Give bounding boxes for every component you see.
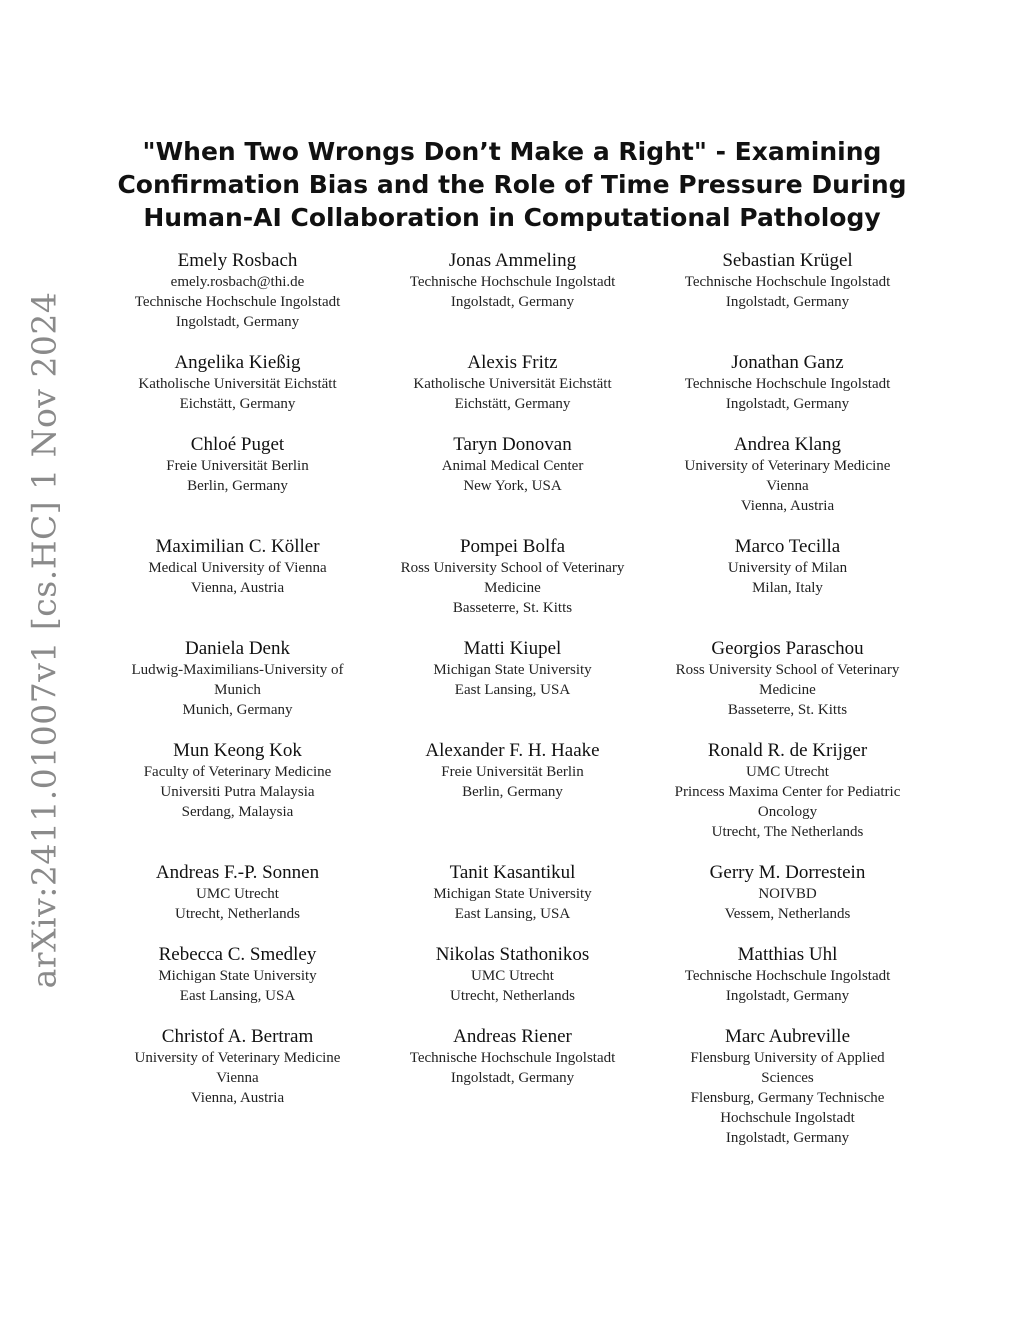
- author-affiliation: [375, 272, 650, 312]
- affiliation-line: Oncology: [757, 804, 818, 820]
- author-name: Matthias Uhl: [737, 944, 838, 965]
- author-affiliation: [650, 660, 925, 720]
- affiliation-line: Berlin, Germany: [187, 478, 288, 494]
- author-block: [650, 1026, 925, 1168]
- author-name: Ronald R. de Krijger: [707, 740, 868, 761]
- affiliation-line: Technische Hochschule Ingolstadt: [684, 968, 891, 984]
- affiliation-line: Munich: [214, 682, 261, 698]
- author-block: [100, 862, 375, 944]
- affiliation-line: Michigan State University: [433, 662, 592, 678]
- affiliation-line: Princess Maxima Center for Pediatric: [674, 784, 901, 800]
- title-line: Confirmation Bias and the Role of Time Pressure During: [117, 170, 907, 199]
- affiliation-line: East Lansing, USA: [454, 906, 571, 922]
- author-affiliation: [375, 558, 650, 618]
- author-affiliation: [650, 456, 925, 516]
- author-block: [100, 536, 375, 638]
- author-name: Daniela Denk: [185, 638, 290, 659]
- author-affiliation: [375, 456, 650, 496]
- author-affiliation: [650, 374, 925, 414]
- affiliation-line: Milan, Italy: [752, 580, 823, 596]
- author-name: Matti Kiupel: [463, 638, 562, 659]
- affiliation-line: Ingolstadt, Germany: [725, 396, 850, 412]
- author-affiliation: [375, 966, 650, 1006]
- author-block: [650, 862, 925, 944]
- author-block: [650, 250, 925, 352]
- author-affiliation: [375, 374, 650, 414]
- affiliation-line: Flensburg University of Applied: [690, 1050, 885, 1066]
- affiliation-line: Ludwig-Maximilians-University of: [131, 662, 344, 678]
- affiliation-line: Munich, Germany: [182, 702, 293, 718]
- affiliation-line: Serdang, Malaysia: [181, 804, 294, 820]
- author-name: Tanit Kasantikul: [449, 862, 576, 883]
- affiliation-line: UMC Utrecht: [471, 968, 554, 984]
- author-block: [650, 536, 925, 638]
- author-block: [100, 250, 375, 352]
- affiliation-line: Technische Hochschule Ingolstadt: [684, 376, 891, 392]
- affiliation-line: emely.rosbach@thi.de: [170, 274, 305, 290]
- affiliation-line: Freie Universität Berlin: [166, 458, 309, 474]
- author-block: [375, 250, 650, 352]
- author-name: Christof A. Bertram: [161, 1026, 314, 1047]
- affiliation-line: Ingolstadt, Germany: [725, 294, 850, 310]
- affiliation-line: University of Veterinary Medicine: [134, 1050, 341, 1066]
- author-affiliation: [650, 1048, 925, 1148]
- affiliation-line: Medical University of Vienna: [148, 560, 327, 576]
- author-affiliation: [100, 1048, 375, 1108]
- affiliation-line: Ingolstadt, Germany: [450, 1070, 575, 1086]
- author-name: Emely Rosbach: [177, 250, 298, 271]
- author-name: Mun Keong Kok: [173, 740, 302, 761]
- affiliation-line: Medicine: [484, 580, 541, 596]
- affiliation-line: Technische Hochschule Ingolstadt: [409, 274, 616, 290]
- affiliation-line: Eichstätt, Germany: [179, 396, 296, 412]
- author-block: [650, 434, 925, 536]
- author-name: Andreas Riener: [453, 1026, 572, 1047]
- author-block: [375, 536, 650, 638]
- author-block: [650, 352, 925, 434]
- author-block: [100, 740, 375, 862]
- affiliation-line: Faculty of Veterinary Medicine: [143, 764, 332, 780]
- affiliation-line: Vienna: [766, 478, 809, 494]
- affiliation-line: UMC Utrecht: [196, 886, 279, 902]
- affiliation-line: New York, USA: [463, 478, 562, 494]
- author-name: Andreas F.-P. Sonnen: [155, 862, 320, 883]
- affiliation-line: Ingolstadt, Germany: [725, 988, 850, 1004]
- affiliation-line: Basseterre, St. Kitts: [452, 600, 573, 616]
- author-block: [100, 1026, 375, 1168]
- affiliation-line: Freie Universität Berlin: [441, 764, 584, 780]
- affiliation-line: Vienna, Austria: [740, 498, 835, 514]
- affiliation-line: Ross University School of Veterinary: [400, 560, 625, 576]
- author-affiliation: [100, 272, 375, 332]
- author-affiliation: [650, 272, 925, 312]
- affiliation-line: Katholische Universität Eichstätt: [413, 376, 612, 392]
- author-name: Andrea Klang: [733, 434, 842, 455]
- author-affiliation: [100, 966, 375, 1006]
- affiliation-line: Universiti Putra Malaysia: [160, 784, 315, 800]
- author-list: [100, 250, 900, 1168]
- affiliation-line: Eichstätt, Germany: [454, 396, 571, 412]
- affiliation-line: East Lansing, USA: [179, 988, 296, 1004]
- author-affiliation: [375, 762, 650, 802]
- affiliation-line: Utrecht, Netherlands: [450, 988, 575, 1004]
- affiliation-line: Basseterre, St. Kitts: [727, 702, 848, 718]
- author-name: Alexander F. H. Haake: [425, 740, 600, 761]
- title-line: Human-AI Collaboration in Computational Pathology: [143, 203, 881, 232]
- affiliation-line: East Lansing, USA: [454, 682, 571, 698]
- author-name: Maximilian C. Köller: [155, 536, 320, 557]
- affiliation-line: Vienna, Austria: [190, 1090, 285, 1106]
- author-name: Angelika Kießig: [174, 352, 301, 373]
- author-affiliation: [100, 374, 375, 414]
- author-affiliation: [650, 558, 925, 598]
- affiliation-line: Vienna: [216, 1070, 259, 1086]
- affiliation-line: Hochschule Ingolstadt: [720, 1110, 855, 1126]
- author-block: [375, 352, 650, 434]
- affiliation-line: UMC Utrecht: [746, 764, 829, 780]
- author-name: Rebecca C. Smedley: [158, 944, 317, 965]
- author-affiliation: [650, 884, 925, 924]
- author-block: [375, 434, 650, 536]
- affiliation-line: Michigan State University: [433, 886, 592, 902]
- author-block: [375, 862, 650, 944]
- author-block: [650, 638, 925, 740]
- affiliation-line: Katholische Universität Eichstätt: [138, 376, 337, 392]
- author-name: Taryn Donovan: [453, 434, 572, 455]
- author-name: Jonathan Ganz: [731, 352, 844, 373]
- author-name: Marc Aubreville: [724, 1026, 851, 1047]
- arxiv-identifier: arXiv:2411.01007v1 [cs.HC] 1 Nov 2024: [24, 291, 64, 989]
- author-name: Marco Tecilla: [734, 536, 841, 557]
- author-affiliation: [100, 762, 375, 822]
- author-block: [100, 944, 375, 1026]
- author-name: Sebastian Krügel: [722, 250, 853, 271]
- affiliation-line: University of Veterinary Medicine: [684, 458, 891, 474]
- author-affiliation: [375, 884, 650, 924]
- affiliation-line: Technische Hochschule Ingolstadt: [134, 294, 341, 310]
- author-affiliation: [100, 456, 375, 496]
- affiliation-line: Animal Medical Center: [441, 458, 584, 474]
- affiliation-line: Utrecht, The Netherlands: [711, 824, 864, 840]
- affiliation-line: University of Milan: [727, 560, 848, 576]
- author-block: [375, 944, 650, 1026]
- author-name: Gerry M. Dorrestein: [709, 862, 866, 883]
- title-line: "When Two Wrongs Don’t Make a Right" - Examining: [142, 137, 882, 166]
- author-name: Alexis Fritz: [467, 352, 558, 373]
- affiliation-line: Sciences: [761, 1070, 814, 1086]
- affiliation-line: Ingolstadt, Germany: [175, 314, 300, 330]
- paper-title: [112, 135, 912, 234]
- author-affiliation: [100, 660, 375, 720]
- author-name: Nikolas Stathonikos: [435, 944, 590, 965]
- author-block: [100, 352, 375, 434]
- affiliation-line: Ingolstadt, Germany: [725, 1130, 850, 1146]
- author-block: [375, 740, 650, 862]
- author-affiliation: [650, 966, 925, 1006]
- affiliation-line: Vienna, Austria: [190, 580, 285, 596]
- affiliation-line: Medicine: [759, 682, 816, 698]
- author-block: [100, 434, 375, 536]
- affiliation-line: Technische Hochschule Ingolstadt: [409, 1050, 616, 1066]
- author-name: Pompei Bolfa: [459, 536, 566, 557]
- author-name: Jonas Ammeling: [448, 250, 577, 271]
- affiliation-line: Berlin, Germany: [462, 784, 563, 800]
- affiliation-line: Ross University School of Veterinary: [675, 662, 900, 678]
- author-affiliation: [650, 762, 925, 842]
- author-name: Chloé Puget: [190, 434, 285, 455]
- author-affiliation: [100, 558, 375, 598]
- author-name: Georgios Paraschou: [711, 638, 864, 659]
- author-block: [650, 740, 925, 862]
- affiliation-line: Flensburg, Germany Technische: [690, 1090, 885, 1106]
- author-affiliation: [375, 660, 650, 700]
- author-block: [650, 944, 925, 1026]
- affiliation-line: Michigan State University: [158, 968, 317, 984]
- author-affiliation: [100, 884, 375, 924]
- affiliation-line: NOIVBD: [758, 886, 817, 902]
- affiliation-line: Technische Hochschule Ingolstadt: [684, 274, 891, 290]
- author-block: [100, 638, 375, 740]
- affiliation-line: Utrecht, Netherlands: [175, 906, 300, 922]
- author-affiliation: [375, 1048, 650, 1088]
- affiliation-line: Vessem, Netherlands: [724, 906, 851, 922]
- author-block: [375, 638, 650, 740]
- affiliation-line: Ingolstadt, Germany: [450, 294, 575, 310]
- author-block: [375, 1026, 650, 1168]
